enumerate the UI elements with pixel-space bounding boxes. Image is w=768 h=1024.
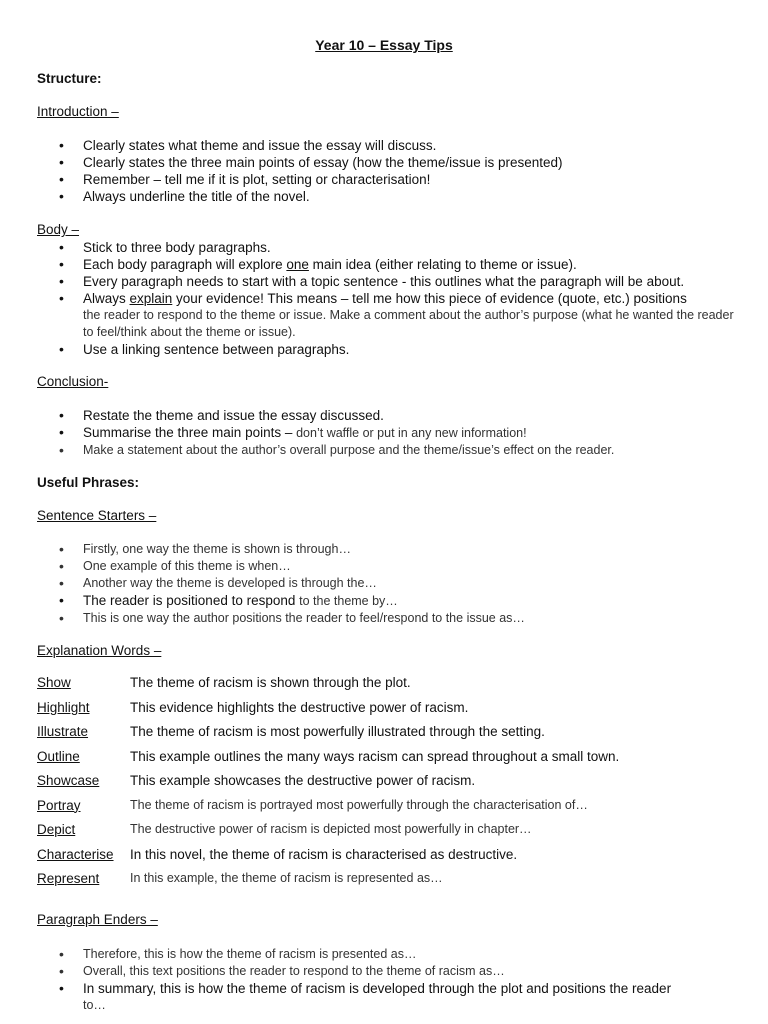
- text-continuation: the reader to respond to the theme or issue. Make a comment about the author’s purpose (what he wanted the reader to feel/think about the theme or issue).: [83, 308, 734, 339]
- page-title: Year 10 – Essay Tips: [315, 37, 453, 53]
- paragraph-enders-heading: Paragraph Enders –: [37, 912, 158, 927]
- explanation-words-heading: Explanation Words –: [37, 643, 162, 658]
- table-row: [37, 822, 737, 847]
- definition: The theme of racism is shown through the plot.: [130, 675, 411, 690]
- list-item: • Every paragraph needs to start with a topic sentence - this outlines what the paragraph will be about.: [37, 273, 737, 290]
- table-row: [37, 700, 737, 725]
- text: The reader is positioned to respond: [83, 593, 300, 608]
- list-item: [37, 592, 737, 610]
- term: Showcase: [37, 773, 100, 788]
- term: Depict: [37, 822, 76, 837]
- list-item: • Overall, this text positions the reader to respond to the theme of racism as…: [37, 963, 737, 980]
- introduction-heading: Introduction –: [37, 104, 119, 119]
- term: Highlight: [37, 699, 90, 715]
- list-item: • Restate the theme and issue the essay discussed.: [37, 407, 737, 424]
- list-item: • Stick to three body paragraphs.: [37, 239, 737, 256]
- term: Show: [37, 675, 71, 690]
- list-item: • Another way the theme is developed is through the…: [37, 575, 737, 592]
- sentence-starters-list: [37, 541, 737, 627]
- list-item: • Clearly states the three main points of essay (how the theme/issue is presented): [37, 154, 737, 171]
- text: main idea (either relating to theme or issue).: [308, 257, 577, 272]
- useful-phrases-heading: Useful Phrases:: [37, 475, 140, 490]
- list-item: • Always underline the title of the novel.: [37, 188, 737, 205]
- underlined-word: explain: [129, 291, 173, 306]
- list-item: • Use a linking sentence between paragraphs.: [37, 341, 737, 358]
- definition: This evidence highlights the destructive power of racism.: [130, 699, 469, 715]
- definition: This example showcases the destructive power of racism.: [130, 773, 476, 788]
- table-row: [37, 724, 737, 749]
- list-item: [37, 290, 737, 341]
- definition: The theme of racism is most powerfully illustrated through the setting.: [130, 724, 545, 739]
- explanation-words-table: [37, 675, 737, 896]
- sentence-starters-heading: Sentence Starters –: [37, 508, 157, 523]
- body-heading: Body –: [37, 222, 80, 237]
- table-row: [37, 847, 737, 872]
- text: In summary, this is how the theme of racism is developed through the plot and positions the reader: [83, 981, 672, 996]
- table-row: [37, 675, 737, 700]
- introduction-list: [37, 137, 737, 205]
- conclusion-list: [37, 407, 737, 459]
- definition: The destructive power of racism is depicted most powerfully in chapter…: [130, 822, 532, 836]
- list-item: [37, 256, 737, 273]
- term: Characterise: [37, 846, 114, 862]
- text-continuation: to…: [83, 998, 106, 1012]
- term: Represent: [37, 871, 100, 886]
- body-list: [37, 239, 737, 358]
- term: Portray: [37, 797, 81, 813]
- definition: In this example, the theme of racism is represented as…: [130, 871, 443, 885]
- list-item: • Firstly, one way the theme is shown is through…: [37, 541, 737, 558]
- term: Outline: [37, 748, 80, 764]
- text: Each body paragraph will explore: [83, 257, 287, 272]
- list-item: • Make a statement about the author’s overall purpose and the theme/issue’s effect on the reader.: [37, 442, 737, 459]
- term: Illustrate: [37, 724, 89, 739]
- structure-heading: Structure:: [37, 71, 102, 86]
- list-item: • Therefore, this is how the theme of racism is presented as…: [37, 946, 737, 963]
- text: Always: [83, 291, 130, 306]
- list-item: [37, 424, 737, 442]
- text: Summarise the three main points –: [83, 425, 297, 440]
- definition: This example outlines the many ways racism can spread throughout a small town.: [130, 748, 620, 764]
- text: don’t waffle or put in any new information!: [296, 426, 527, 440]
- list-item: • This is one way the author positions the reader to feel/respond to the issue as…: [37, 610, 737, 627]
- definition: In this novel, the theme of racism is characterised as destructive.: [130, 846, 518, 862]
- definition: The theme of racism is portrayed most powerfully through the characterisation of…: [130, 797, 588, 812]
- list-item: • Remember – tell me if it is plot, setting or characterisation!: [37, 171, 737, 188]
- conclusion-heading: Conclusion-: [37, 374, 109, 389]
- underlined-word: one: [286, 257, 309, 272]
- list-item: [37, 980, 737, 1014]
- list-item: • Clearly states what theme and issue the essay will discuss.: [37, 137, 737, 154]
- table-row: [37, 773, 737, 798]
- list-item: • One example of this theme is when…: [37, 558, 737, 575]
- text: to the theme by…: [299, 594, 398, 608]
- text: your evidence! This means – tell me how this piece of evidence (quote, etc.) positions: [172, 291, 687, 306]
- table-row: [37, 749, 737, 774]
- paragraph-enders-list: [37, 946, 737, 1014]
- table-row: [37, 871, 737, 896]
- table-row: [37, 798, 737, 823]
